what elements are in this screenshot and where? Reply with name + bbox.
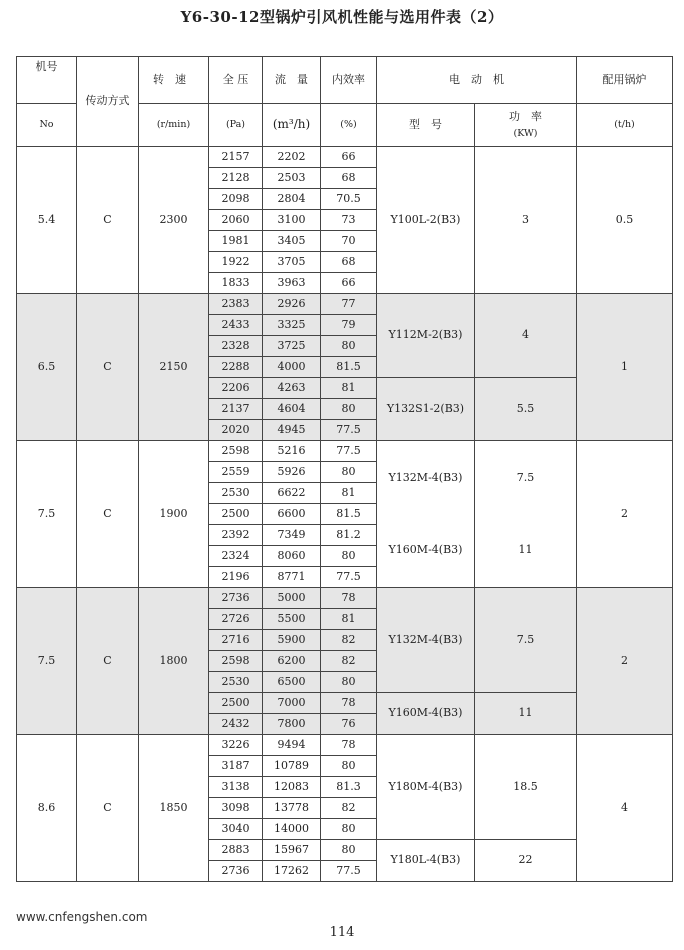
efficiency-cell: 81 (321, 378, 377, 399)
flow-cell: 7349 (263, 525, 321, 546)
header-motor: 电 动 机 (377, 57, 577, 104)
efficiency-cell: 82 (321, 798, 377, 819)
efficiency-cell: 77.5 (321, 420, 377, 441)
efficiency-cell: 77.5 (321, 861, 377, 882)
machine-no-cell: 7.5 (17, 588, 77, 735)
motor-power-cell: 22 (475, 840, 577, 882)
efficiency-cell: 80 (321, 819, 377, 840)
flow-cell: 15967 (263, 840, 321, 861)
pressure-cell: 3138 (209, 777, 263, 798)
flow-cell: 5900 (263, 630, 321, 651)
flow-cell: 3325 (263, 315, 321, 336)
efficiency-cell: 70 (321, 231, 377, 252)
flow-cell: 3725 (263, 336, 321, 357)
efficiency-cell: 77.5 (321, 441, 377, 462)
pressure-cell: 2530 (209, 672, 263, 693)
flow-cell: 3705 (263, 252, 321, 273)
pressure-cell: 2196 (209, 567, 263, 588)
flow-cell: 6622 (263, 483, 321, 504)
motor-power-cell: 18.5 (475, 735, 577, 840)
efficiency-cell: 80 (321, 336, 377, 357)
motor-model-cell: Y112M-2(B3) (377, 294, 475, 378)
flow-cell: 13778 (263, 798, 321, 819)
flow-cell: 3100 (263, 210, 321, 231)
drive-cell: C (77, 735, 139, 882)
machine-no-cell: 7.5 (17, 441, 77, 588)
speed-cell: 2150 (139, 294, 209, 441)
pressure-cell: 1833 (209, 273, 263, 294)
flow-cell: 12083 (263, 777, 321, 798)
pressure-cell: 2020 (209, 420, 263, 441)
flow-cell: 7000 (263, 693, 321, 714)
flow-cell: 2503 (263, 168, 321, 189)
flow-cell: 4263 (263, 378, 321, 399)
efficiency-cell: 76 (321, 714, 377, 735)
table-row (17, 147, 673, 168)
efficiency-cell: 78 (321, 693, 377, 714)
header-boiler-unit: (t/h) (577, 104, 673, 147)
efficiency-cell: 81.5 (321, 504, 377, 525)
motor-power-cell: 11 (475, 693, 577, 735)
page-title: Y6-30-12型锅炉引风机性能与选用件表（2） (180, 8, 504, 26)
pressure-cell: 2736 (209, 588, 263, 609)
efficiency-cell: 78 (321, 588, 377, 609)
pressure-cell: 3226 (209, 735, 263, 756)
efficiency-cell: 80 (321, 840, 377, 861)
flow-cell: 10789 (263, 756, 321, 777)
boiler-cell: 4 (577, 735, 673, 882)
flow-cell: 6500 (263, 672, 321, 693)
flow-cell: 17262 (263, 861, 321, 882)
drive-cell: C (77, 294, 139, 441)
flow-cell: 5000 (263, 588, 321, 609)
flow-cell: 5926 (263, 462, 321, 483)
motor-model: Y160M-4(B3) (388, 543, 463, 556)
pressure-cell: 2883 (209, 840, 263, 861)
motor-model-cell (377, 441, 475, 588)
boiler-cell: 1 (577, 294, 673, 441)
pressure-cell: 2392 (209, 525, 263, 546)
speed-cell: 1850 (139, 735, 209, 882)
motor-model: Y132M-4(B3) (388, 470, 463, 484)
footer-url: www.cnfengshen.com (16, 910, 148, 924)
boiler-cell: 0.5 (577, 147, 673, 294)
efficiency-cell: 66 (321, 147, 377, 168)
header-model: 型 号 (377, 104, 475, 147)
efficiency-cell: 80 (321, 756, 377, 777)
pressure-cell: 2736 (209, 861, 263, 882)
header-boiler: 配用锅炉 (577, 57, 673, 104)
flow-cell: 2202 (263, 147, 321, 168)
header-flow: 流 量 (263, 57, 321, 104)
header-speed-unit: (r/min) (139, 104, 209, 147)
pressure-cell: 2206 (209, 378, 263, 399)
header-efficiency: 内效率 (321, 57, 377, 104)
motor-model-cell: Y180M-4(B3) (377, 735, 475, 840)
motor-model-cell: Y132S1-2(B3) (377, 378, 475, 441)
flow-cell: 2804 (263, 189, 321, 210)
header-machine-no: 机号 (17, 57, 77, 104)
efficiency-cell: 79 (321, 315, 377, 336)
motor-power-cell: 7.5 (475, 588, 577, 693)
pressure-cell: 2060 (209, 210, 263, 231)
machine-no-cell: 5.4 (17, 147, 77, 294)
flow-cell: 4604 (263, 399, 321, 420)
motor-power-cell: 5.5 (475, 378, 577, 441)
pressure-cell: 2324 (209, 546, 263, 567)
flow-cell: 4000 (263, 357, 321, 378)
efficiency-cell: 81.3 (321, 777, 377, 798)
table-row (17, 735, 673, 756)
motor-power-cell: 3 (475, 147, 577, 294)
pressure-cell: 2383 (209, 294, 263, 315)
efficiency-cell: 81 (321, 609, 377, 630)
pressure-cell: 3040 (209, 819, 263, 840)
efficiency-cell: 77 (321, 294, 377, 315)
pressure-cell: 2432 (209, 714, 263, 735)
pressure-cell: 2559 (209, 462, 263, 483)
machine-no-cell: 8.6 (17, 735, 77, 882)
motor-power: 7.5 (516, 470, 535, 484)
efficiency-cell: 80 (321, 462, 377, 483)
motor-power: 11 (518, 543, 533, 556)
efficiency-cell: 82 (321, 651, 377, 672)
boiler-cell: 2 (577, 441, 673, 588)
efficiency-cell: 82 (321, 630, 377, 651)
pressure-cell: 2288 (209, 357, 263, 378)
pressure-cell: 3187 (209, 756, 263, 777)
speed-cell: 1900 (139, 441, 209, 588)
pressure-cell: 1922 (209, 252, 263, 273)
efficiency-cell: 78 (321, 735, 377, 756)
efficiency-cell: 68 (321, 252, 377, 273)
pressure-cell: 2530 (209, 483, 263, 504)
flow-cell: 2926 (263, 294, 321, 315)
efficiency-cell: 73 (321, 210, 377, 231)
speed-cell: 2300 (139, 147, 209, 294)
flow-cell: 14000 (263, 819, 321, 840)
efficiency-cell: 81.2 (321, 525, 377, 546)
pressure-cell: 2598 (209, 651, 263, 672)
header-machine-no-en: No (17, 104, 77, 147)
header-power: 功 率 (509, 109, 542, 123)
page-number: 114 (329, 925, 355, 940)
header-drive: 传动方式 (77, 57, 139, 147)
boiler-cell: 2 (577, 588, 673, 735)
efficiency-cell: 77.5 (321, 567, 377, 588)
efficiency-cell: 81.5 (321, 357, 377, 378)
pressure-cell: 2726 (209, 609, 263, 630)
efficiency-cell: 80 (321, 399, 377, 420)
pressure-cell: 2137 (209, 399, 263, 420)
table-row (17, 441, 673, 462)
flow-cell: 8060 (263, 546, 321, 567)
table-body (17, 147, 673, 882)
flow-cell: 6600 (263, 504, 321, 525)
pressure-cell: 2328 (209, 336, 263, 357)
header-power-cell (475, 104, 577, 147)
efficiency-cell: 80 (321, 546, 377, 567)
drive-cell: C (77, 588, 139, 735)
flow-cell: 4945 (263, 420, 321, 441)
pressure-cell: 1981 (209, 231, 263, 252)
flow-cell: 9494 (263, 735, 321, 756)
drive-cell: C (77, 147, 139, 294)
motor-model-cell: Y132M-4(B3) (377, 588, 475, 693)
flow-cell: 3963 (263, 273, 321, 294)
motor-model-cell: Y100L-2(B3) (377, 147, 475, 294)
motor-model-cell: Y180L-4(B3) (377, 840, 475, 882)
pressure-cell: 2598 (209, 441, 263, 462)
table-row (17, 588, 673, 609)
header-efficiency-unit: (%) (321, 104, 377, 147)
flow-cell: 3405 (263, 231, 321, 252)
pressure-cell: 2098 (209, 189, 263, 210)
header-pressure-unit: (Pa) (209, 104, 263, 147)
header-pressure: 全 压 (209, 57, 263, 104)
flow-cell: 5500 (263, 609, 321, 630)
header-power-unit: (KW) (513, 127, 538, 139)
flow-cell: 7800 (263, 714, 321, 735)
efficiency-cell: 70.5 (321, 189, 377, 210)
header-flow-unit: (m³/h) (263, 104, 321, 147)
table-row (17, 294, 673, 315)
drive-cell: C (77, 441, 139, 588)
motor-model-cell: Y160M-4(B3) (377, 693, 475, 735)
flow-cell: 6200 (263, 651, 321, 672)
pressure-cell: 2433 (209, 315, 263, 336)
speed-cell: 1800 (139, 588, 209, 735)
header-speed: 转 速 (139, 57, 209, 104)
efficiency-cell: 80 (321, 672, 377, 693)
efficiency-cell: 66 (321, 273, 377, 294)
fan-performance-table (16, 56, 673, 882)
efficiency-cell: 81 (321, 483, 377, 504)
pressure-cell: 2500 (209, 504, 263, 525)
motor-power-cell (475, 441, 577, 588)
flow-cell: 8771 (263, 567, 321, 588)
pressure-cell: 3098 (209, 798, 263, 819)
pressure-cell: 2157 (209, 147, 263, 168)
pressure-cell: 2716 (209, 630, 263, 651)
efficiency-cell: 68 (321, 168, 377, 189)
machine-no-cell: 6.5 (17, 294, 77, 441)
pressure-cell: 2500 (209, 693, 263, 714)
pressure-cell: 2128 (209, 168, 263, 189)
flow-cell: 5216 (263, 441, 321, 462)
motor-power-cell: 4 (475, 294, 577, 378)
